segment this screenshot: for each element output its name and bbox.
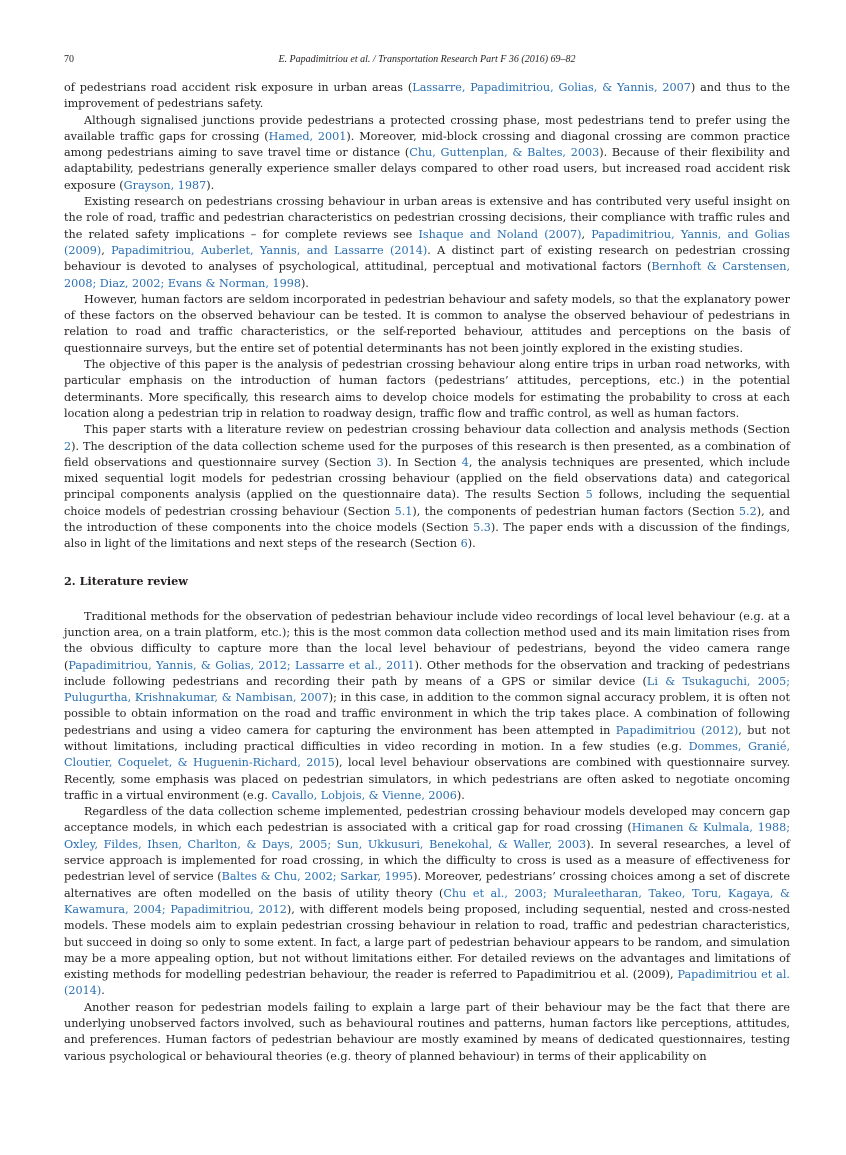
paragraph <box>64 292 790 357</box>
paragraph <box>64 609 790 805</box>
text-run: follows, including the sequential choice models of pedestrian crossing behaviour (Section <box>64 488 790 518</box>
citation-link[interactable]: 4 <box>461 455 469 469</box>
text-run: ). Moreover, pedestrians’ crossing choices among a set of discrete alternatives are often modelled on the basis of utility theory ( <box>64 870 791 900</box>
citation-link[interactable]: Dommes, Granié, Cloutier, Coquelet, & Huguenin-Richard, 2015 <box>64 739 790 770</box>
article-page <box>64 52 790 1065</box>
text-run: ) and thus to the improvement of pedestrians safety. <box>64 81 790 111</box>
text-run: This paper starts with a literature review on pedestrian crossing behaviour data collection and analysis methods (Section <box>84 423 790 437</box>
citation-link[interactable]: Bernhoft & Carstensen, 2008; Diaz, 2002; Evans & Norman, 1998 <box>64 260 791 290</box>
text-run: , but not without limitations, including practical difficulties in video recording in motion. In a few studies (e.g. <box>64 723 790 753</box>
text-run: ), local level behaviour observations are combined with questionnaire survey. Recently, some emphasis was placed on pedestrian simulators, in which pedestrians are often asked to negotiate oncoming traffic in a virtual environment (e.g. <box>64 756 790 802</box>
text-run: ). Moreover, mid-block crossing and diagonal crossing are common practice among pedestrians aiming to save travel time or distance ( <box>64 129 790 160</box>
text-run: ). The description of the data collection scheme used for the purposes of this research is then presented, as a combination of field observations and questionnaire survey (Section <box>64 439 790 469</box>
citation-link[interactable]: 2 <box>64 439 72 453</box>
text-run: ). <box>467 537 476 551</box>
citation-link[interactable]: Baltes & Chu, 2002; Sarkar, 1995 <box>221 870 414 884</box>
citation-link[interactable]: Li & Tsukaguchi, 2005; Pulugurtha, Krishnakumar, & Nambisan, 2007 <box>64 674 791 705</box>
citation-link[interactable]: Papadimitriou, Yannis, & Golias, 2012; Lassarre et al., 2011 <box>68 658 415 672</box>
text-run: , <box>581 227 592 241</box>
text-run: ), the components of pedestrian human factors (Section <box>412 504 739 518</box>
text-run: ). Other methods for the observation and tracking of pedestrians include following pedestrians and recording their path by means of a GPS or similar device ( <box>64 658 790 688</box>
page-number: 70 <box>64 54 74 65</box>
text-run: . <box>101 984 105 998</box>
paragraph <box>64 357 790 422</box>
text-run: ). In Section <box>383 455 462 469</box>
text-run: Although signalised junctions provide pedestrians a protected crossing phase, most pedestrians tend to prefer using the available traffic gaps for crossing ( <box>64 113 790 143</box>
citation-link[interactable]: 5.2 <box>738 504 757 518</box>
text-run: ). <box>300 276 309 290</box>
text-run: Existing research on pedestrians crossing behaviour in urban areas is extensive and has contributed very useful insight on the role of road, traffic and pedestrian characteristics on pedestrian crossing decisions, their compliance with traffic rules and the related safety implications – for complete reviews see <box>64 195 790 241</box>
text-run: , <box>101 243 112 257</box>
text-run: ), with different models being proposed, including sequential, nested and cross-nested models. These models aim to explain pedestrian crossing behaviour in relation to road, traffic and pedestrian characteristics, but succeed in doing so only to some extent. In fact, a large part of pedestrian behaviour appears to be random, and simulation may be a more appealing option, but not without limitations either. For detailed reviews on the advantages and limitations of existing methods for modelling pedestrian behaviour, the reader is referred to Papadimitriou et al. (2009), <box>64 902 791 982</box>
journal-citation-line: E. Papadimitriou et al. / Transportation Research Part F 36 (2016) 69–82 <box>278 54 576 65</box>
intro-section <box>64 80 790 553</box>
text-run: ), and the introduction of these components into the choice models (Section <box>64 504 791 535</box>
paragraph <box>64 422 790 552</box>
citation-link[interactable]: Lassarre, Papadimitriou, Golias, & Yannis, 2007 <box>412 81 691 94</box>
citation-link[interactable]: Papadimitriou, Yannis, and Golias (2009) <box>64 227 790 257</box>
text-run: ); in this case, in addition to the common signal accuracy problem, it is often not possible to obtain information on the road and traffic environment in which the trip takes place. A combination of following pedestrians and using a video camera for capturing the environment has been attempted in <box>64 691 790 737</box>
text-run: of pedestrians road accident risk exposure in urban areas ( <box>64 81 413 94</box>
citation-link[interactable]: 5.1 <box>394 504 413 518</box>
text-run: The objective of this paper is the analysis of pedestrian crossing behaviour along entire trips in urban road networks, with particular emphasis on the introduction of human factors (pedestrians’ attitudes, perceptions, etc.) in the potential determinants. More specifically, this research aims to develop choice models for estimating the probability to cross at each location along a pedestrian trip in relation to roadway design, traffic flow and traffic control, as well as human factors. <box>64 358 790 420</box>
text-run: Regardless of the data collection scheme implemented, pedestrian crossing behaviour models developed may concern gap acceptance models, in which each pedestrian is associated with a critical gap for road crossing ( <box>64 805 790 835</box>
citation-link[interactable]: Grayson, 1987 <box>123 178 207 192</box>
text-run: ). Because of their flexibility and adaptability, pedestrians generally experience smaller delays compared to other road users, but increased road accident risk exposure ( <box>64 146 790 192</box>
citation-link[interactable]: Chu, Guttenplan, & Baltes, 2003 <box>409 146 600 160</box>
literature-review-section <box>64 609 790 1065</box>
text-run: , the analysis techniques are presented, which include mixed sequential logit models for pedestrian crossing behaviour (applied on the field observations data) and categorical principal components analysis (applied on the questionnaire data). The results Section <box>64 455 791 502</box>
citation-link[interactable]: Cavallo, Lobjois, & Vienne, 2006 <box>271 788 457 802</box>
text-run: ). The paper ends with a discussion of the findings, also in light of the limitations and next steps of the research (Section <box>64 521 791 551</box>
text-run: Traditional methods for the observation of pedestrian behaviour include video recordings of local level behaviour (e.g. at a junction area, on a train platform, etc.); this is the most common data collection method used and its main limitation rises from the obvious difficulty to capture more than the local level behaviour of pedestrians, beyond the video camera range ( <box>64 609 790 672</box>
section-heading: 2. Literature review <box>64 573 188 588</box>
text-run: . A distinct part of existing research on pedestrian crossing behaviour is devoted to analyses of psychological, attitudinal, perceptual and motivational factors ( <box>64 243 790 274</box>
paragraph <box>64 80 790 113</box>
paragraph <box>64 1000 790 1065</box>
paragraph <box>64 194 790 292</box>
citation-link[interactable]: 6 <box>460 537 468 551</box>
citation-link[interactable]: 3 <box>376 455 384 469</box>
citation-link[interactable]: Papadimitriou et al. (2014) <box>64 968 790 998</box>
text-run: ). <box>206 178 215 192</box>
citation-link[interactable]: Papadimitriou (2012) <box>615 723 739 737</box>
text-run: ). In several researches, a level of service approach is implemented for road crossing, in which the difficulty to cross is used as a measure of effectiveness for pedestrian level of service ( <box>64 837 790 884</box>
running-head <box>64 52 790 68</box>
citation-link[interactable]: Hamed, 2001 <box>268 129 347 143</box>
citation-link[interactable]: Ishaque and Noland (2007) <box>418 227 582 241</box>
citation-link[interactable]: Himanen & Kulmala, 1988; Oxley, Fildes, Ihsen, Charlton, & Days, 2005; Sun, Ukkusuri, Benekohal, & Waller, 2003 <box>64 821 790 851</box>
citation-link[interactable]: 5 <box>585 488 593 502</box>
article-body <box>64 80 790 1065</box>
text-run: However, human factors are seldom incorporated in pedestrian behaviour and safety models, so that the explanatory power of these factors on the observed behaviour can be tested. It is common to analyse the observed behaviour of pedestrians in relation to road and traffic characteristics, or the self-reported behaviour, attitudes and perceptions on the basis of questionnaire surveys, but the entire set of potential determinants has not been jointly explored in the existing studies. <box>64 292 790 355</box>
citation-link[interactable]: 5.3 <box>473 521 491 535</box>
citation-link[interactable]: Papadimitriou, Auberlet, Yannis, and Lassarre (2014) <box>111 243 428 257</box>
text-run: ). <box>456 788 465 802</box>
paragraph <box>64 804 790 1000</box>
citation-link[interactable]: Chu et al., 2003; Muraleetharan, Takeo, Toru, Kagaya, & Kawamura, 2004; Papadimitriou, 2012 <box>64 886 790 916</box>
paragraph <box>64 113 790 194</box>
text-run: Another reason for pedestrian models failing to explain a large part of their behaviour may be the fact that there are underlying unobserved factors involved, such as behavioural routines and patterns, human factors like perceptions, attitudes, and preferences. Human factors of pedestrian behaviour are mostly examined by means of dedicated questionnaires, testing various psychological or behavioural theories (e.g. theory of planned behaviour) in terms of their applicability on <box>64 1000 790 1063</box>
